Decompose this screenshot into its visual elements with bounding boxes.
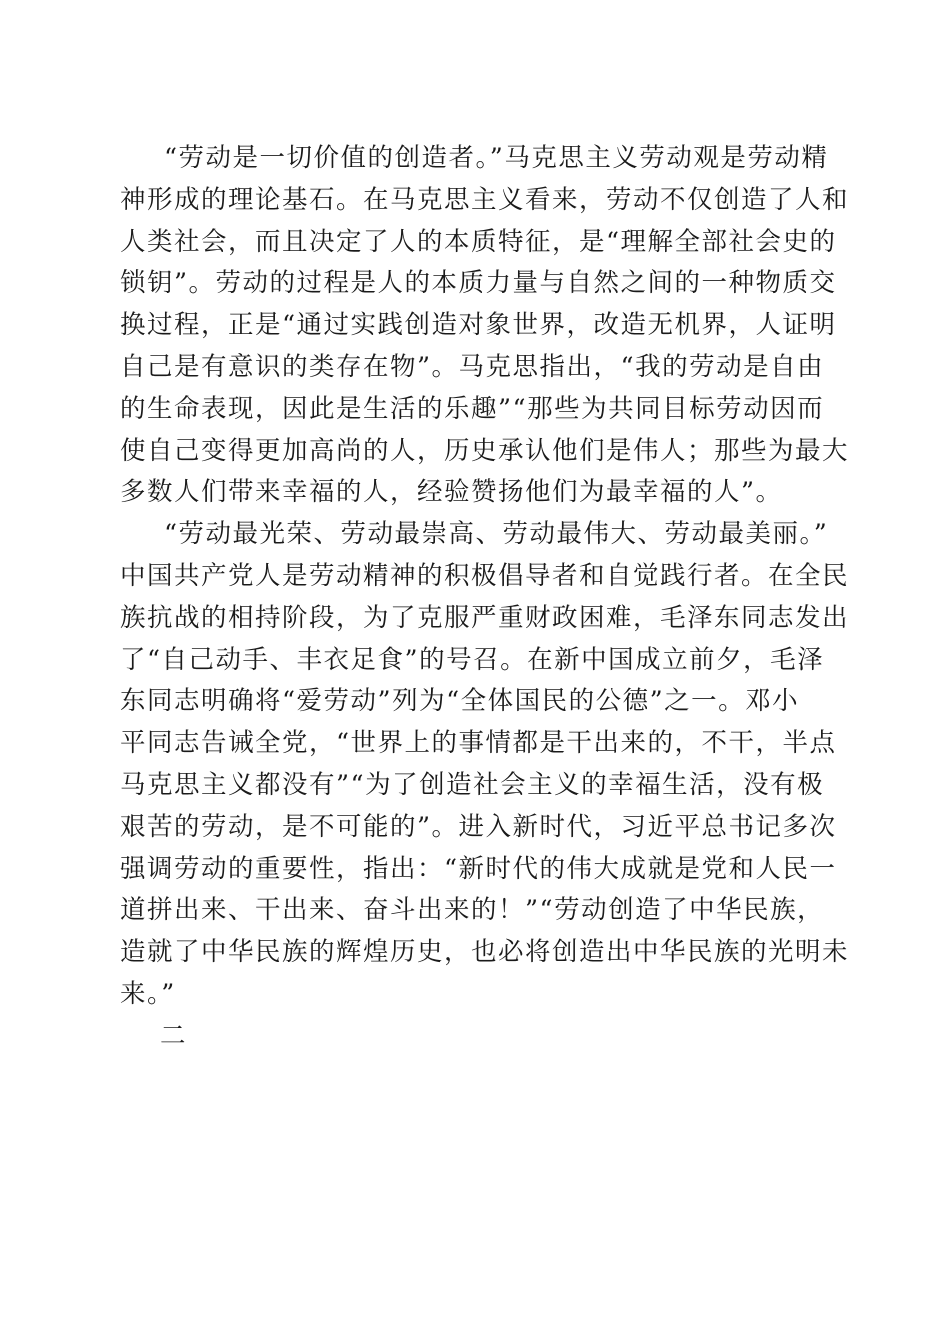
paragraph-line: 换过程，正是“通过实践创造对象世界，改造无机界，人证明 <box>120 310 837 341</box>
paragraph-line: 族抗战的相持阶段，为了克服严重财政困难，毛泽东同志发出 <box>120 602 850 633</box>
paragraph-marxist-labor-view <box>120 138 850 514</box>
paragraph-line: 艰苦的劳动，是不可能的”。进入新时代，习近平总书记多次 <box>120 811 837 842</box>
paragraph-line: 马克思主义都没有”“为了创造社会主义的幸福生活，没有极 <box>120 769 825 800</box>
paragraph-line: 造就了中华民族的辉煌历史，也必将创造出中华民族的光明未 <box>120 937 850 968</box>
paragraph-line: “劳动是一切价值的创造者。”马克思主义劳动观是劳动精 <box>164 143 829 173</box>
paragraph-line: 锁钥”。劳动的过程是人的本质力量与自然之间的一种物质交 <box>120 268 837 299</box>
section-marker: 二 <box>160 1020 188 1051</box>
paragraph-communist-party-labor-spirit <box>120 514 850 1016</box>
paragraph-line: 使自己变得更加高尚的人，历史承认他们是伟人；那些为最大 <box>120 435 850 466</box>
paragraph-line: 道拼出来、干出来、奋斗出来的！”“劳动创造了中华民族， <box>120 895 825 926</box>
document-body <box>120 138 850 1058</box>
paragraph-line: 自己是有意识的类存在物”。马克思指出，“我的劳动是自由 <box>120 351 825 382</box>
paragraph-line: “劳动最光荣、劳动最崇高、劳动最伟大、劳动最美丽。” <box>164 519 829 550</box>
paragraph-line: 多数人们带来幸福的人，经验赞扬他们为最幸福的人”。 <box>120 477 783 508</box>
paragraph-line: 强调劳动的重要性，指出：“新时代的伟大成就是党和人民一 <box>120 853 837 884</box>
paragraph-line: 人类社会，而且决定了人的本质特征，是“理解全部社会史的 <box>120 226 837 257</box>
paragraph-line: 平同志告诫全党，“世界上的事情都是干出来的，不干，半点 <box>120 728 837 759</box>
paragraph-line: 中国共产党人是劳动精神的积极倡导者和自觉践行者。在全民 <box>120 560 850 591</box>
paragraph-line: 的生命表现，因此是生活的乐趣”“那些为共同目标劳动因而 <box>120 393 825 424</box>
paragraph-line: 东同志明确将“爱劳动”列为“全体国民的公德”之一。邓小 <box>120 686 800 717</box>
paragraph-line: 来。” <box>120 978 176 1009</box>
paragraph-line: 神形成的理论基石。在马克思主义看来，劳动不仅创造了人和 <box>120 184 850 215</box>
paragraph-line: 了“自己动手、丰衣足食”的号召。在新中国成立前夕，毛泽 <box>120 644 825 675</box>
